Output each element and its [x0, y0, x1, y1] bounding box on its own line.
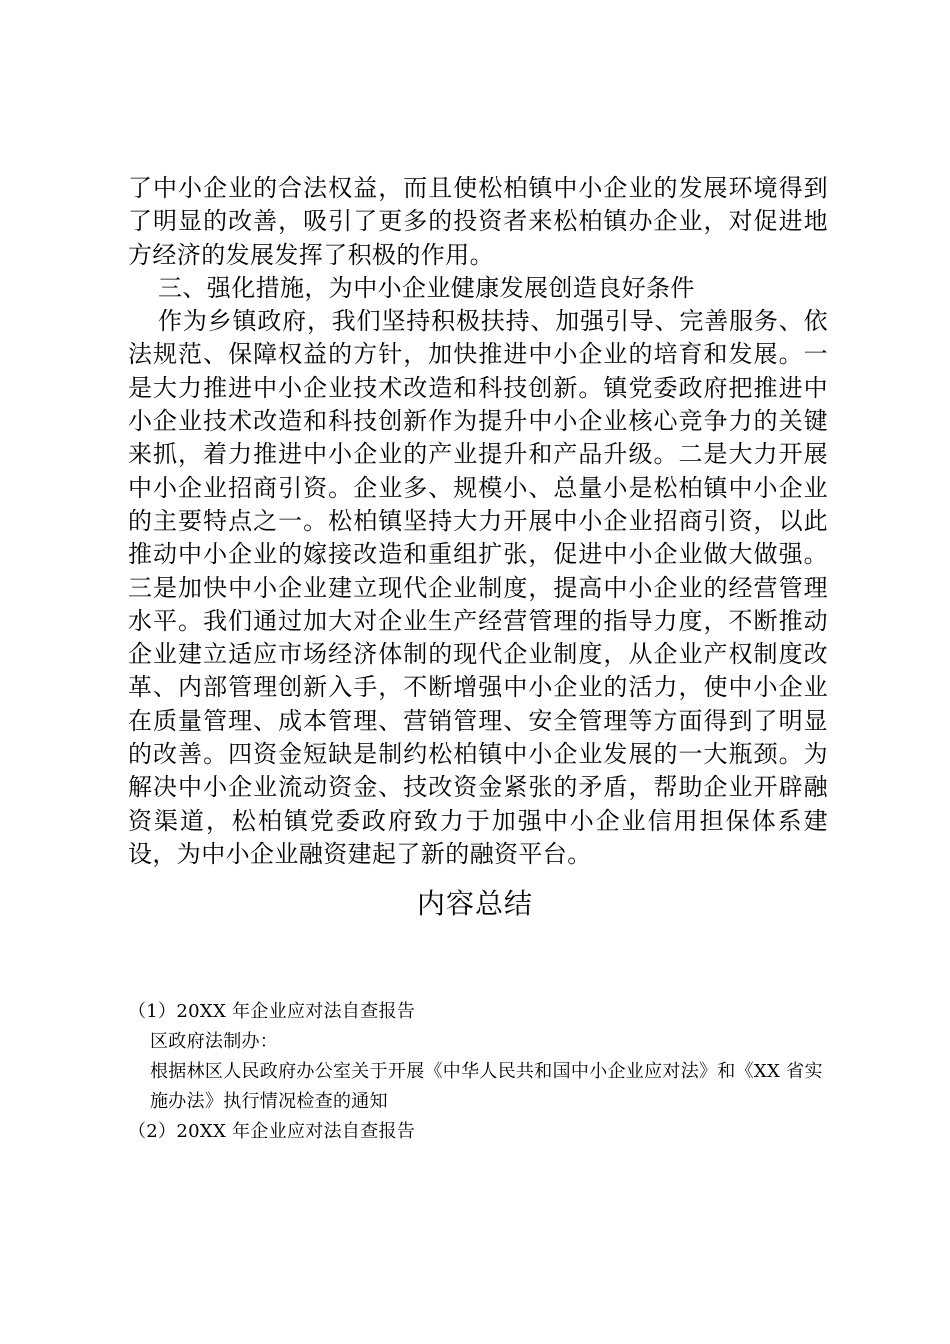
- summary-item: （1）20XX 年企业应对法自查报告: [128, 1001, 416, 1022]
- paragraph-continuation: 了中小企业的合法权益，而且使松柏镇中小企业的发展环境得到了明显的改善，吸引了更多的投资者来松柏镇办企业，对促进地方经济的发展发挥了积极的作用。: [128, 174, 828, 269]
- summary-title: 内容总结: [416, 887, 533, 920]
- summary-item: 区政府法制办：: [150, 1031, 279, 1052]
- summary-item: （2）20XX 年企业应对法自查报告: [128, 1121, 416, 1142]
- section-heading: 三、强化措施，为中小企业健康发展创造良好条件: [158, 273, 695, 302]
- summary-item: 根据林区人民政府办公室关于开展《中华人民共和国中小企业应对法》和《XX 省实施办法》执行情况检查的通知: [150, 1061, 823, 1112]
- paragraph-measures: 作为乡镇政府，我们坚持积极扶持、加强引导、完善服务、依法规范、保障权益的方针，加快推进中小企业的培育和发展。一是大力推进中小企业技术改造和科技创新。镇党委政府把推进中小企业技术改造和科技创新作为提升中小企业核心竞争力的关键来抓，着力推进中小企业的产业提升和产品升级。二是大力开展中小企业招商引资。企业多、规模小、总量小是松柏镇中小企业的主要特点之一。松柏镇坚持大力开展中小企业招商引资，以此推动中小企业的嫁接改造和重组扩张，促进中小企业做大做强。三是加快中小企业建立现代企业制度，提高中小企业的经营管理水平。我们通过加大对企业生产经营管理的指导力度，不断推动企业建立适应市场经济体制的现代企业制度，从企业产权制度改革、内部管理创新入手，不断增强中小企业的活力，使中小企业在质量管理、成本管理、营销管理、安全管理等方面得到了明显的改善。四资金短缺是制约松柏镇中小企业发展的一大瓶颈。为解决中小企业流动资金、技改资金紧张的矛盾，帮助企业开辟融资渠道，松柏镇党委政府致力于加强中小企业信用担保体系建设，为中小企业融资建起了新的融资平台。: [128, 307, 828, 868]
- body-text: [128, 172, 828, 871]
- summary-list: [128, 997, 828, 1147]
